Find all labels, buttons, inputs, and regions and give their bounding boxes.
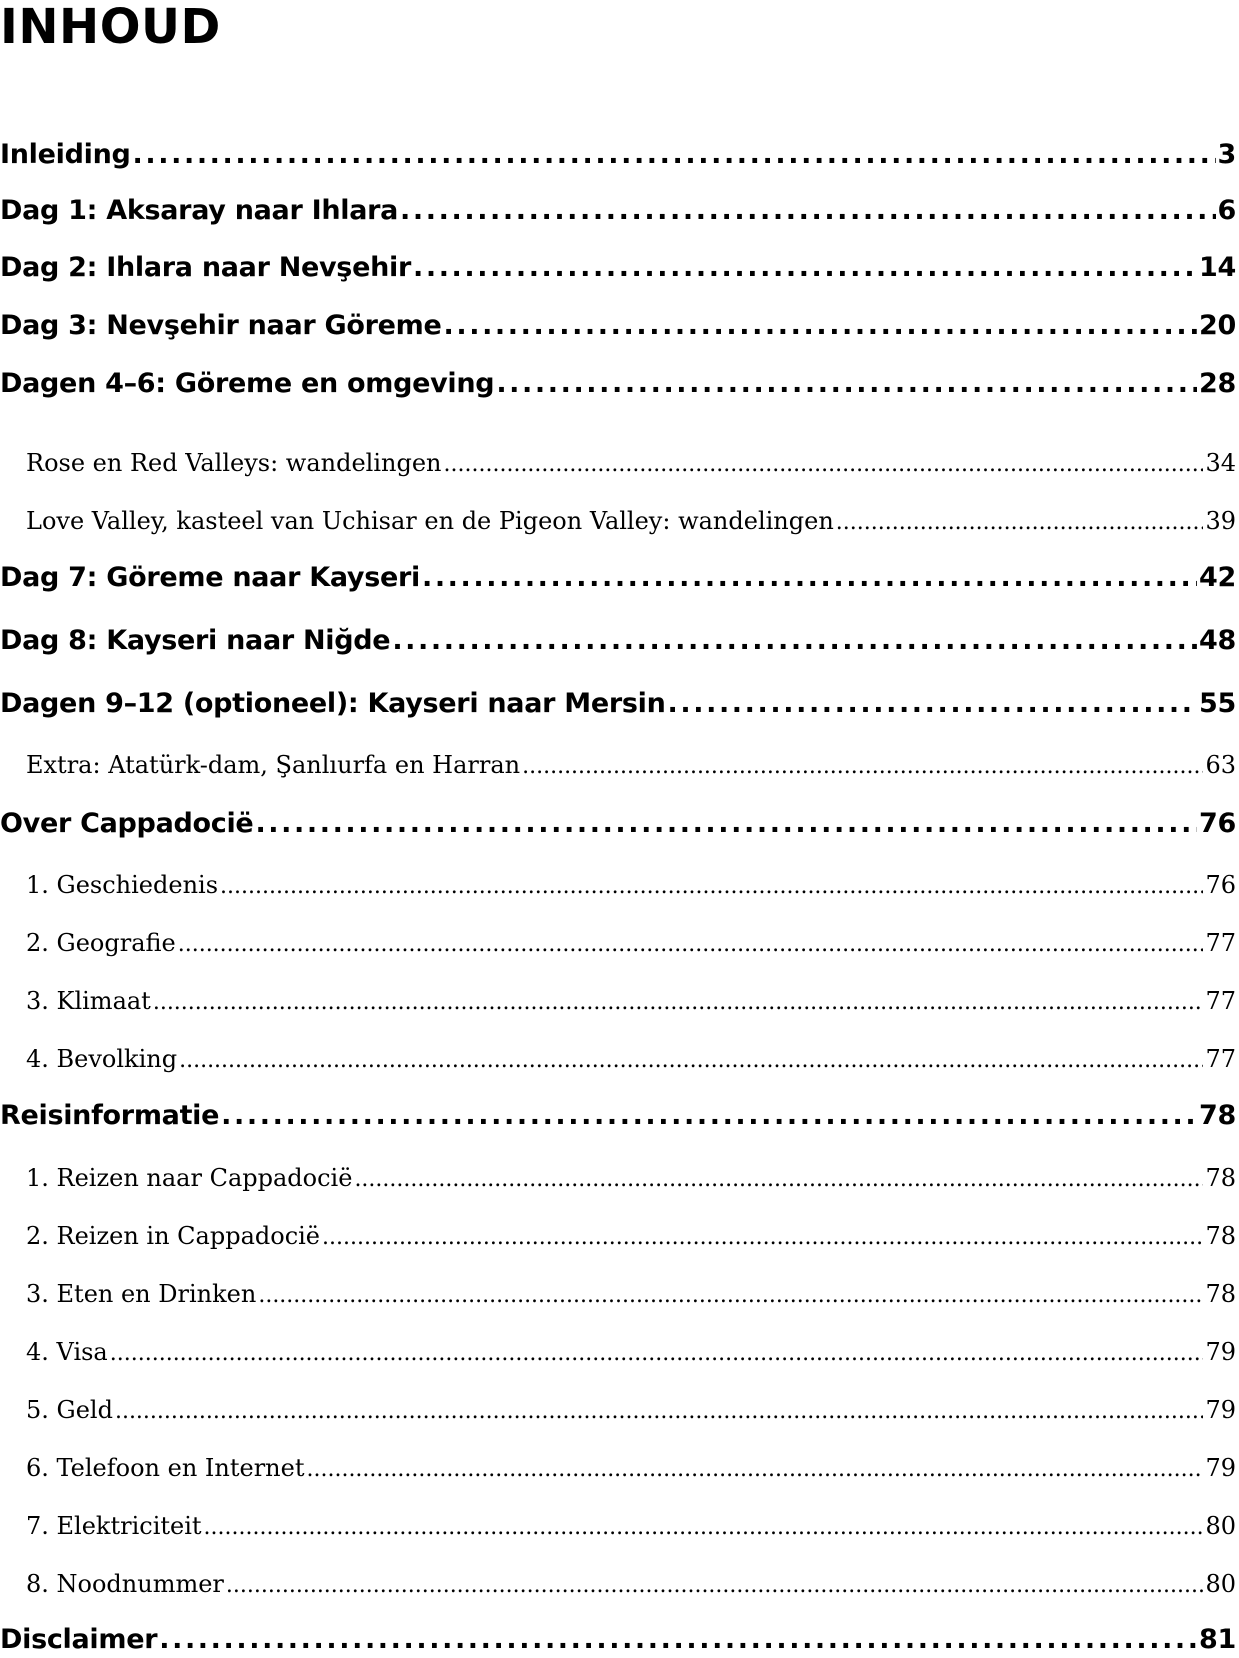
dot-leader: [226, 1569, 1204, 1601]
toc-page-number: 79: [1205, 1338, 1236, 1366]
toc-page-number: 77: [1205, 987, 1236, 1015]
toc-entry[interactable]: [0, 1098, 1236, 1134]
dot-leader: [322, 1221, 1203, 1253]
toc-page-number: 79: [1205, 1454, 1236, 1482]
toc-page-number: 77: [1205, 929, 1236, 957]
toc-entry-label: Rose en Red Valleys: wandelingen: [26, 449, 442, 477]
toc-entry[interactable]: [0, 1622, 1236, 1658]
toc-page-number: 76: [1205, 871, 1236, 899]
toc-page-number: 78: [1205, 1222, 1236, 1250]
toc-entry[interactable]: [0, 366, 1236, 402]
toc-subentry[interactable]: [26, 1042, 1236, 1076]
toc-page-number: 79: [1205, 1396, 1236, 1424]
dot-leader: [179, 1044, 1203, 1076]
toc-subentry[interactable]: [26, 1219, 1236, 1253]
dot-leader: [306, 1453, 1203, 1485]
toc-entry-label: Disclaimer: [0, 1624, 158, 1655]
toc-page-number: 63: [1205, 751, 1236, 779]
dot-leader: [392, 623, 1197, 659]
toc-entry[interactable]: [0, 137, 1236, 173]
toc-entry-label: Dagen 4–6: Göreme en omgeving: [0, 368, 495, 399]
toc-page-number: 55: [1199, 688, 1236, 719]
toc-subentry[interactable]: [26, 1393, 1236, 1427]
toc-subentry[interactable]: [26, 504, 1236, 538]
toc-entry-label: 2. Reizen in Cappadocië: [26, 1222, 321, 1250]
toc-subentry[interactable]: [26, 1161, 1236, 1195]
dot-leader: [354, 1163, 1203, 1195]
dot-leader: [400, 193, 1215, 229]
toc-entry-label: Dag 2: Ihlara naar Nevşehir: [0, 252, 411, 283]
toc-page-number: 76: [1199, 808, 1236, 839]
toc-subentry[interactable]: [26, 1277, 1236, 1311]
toc-page-number: 34: [1205, 449, 1236, 477]
toc-page-number: 14: [1199, 252, 1236, 283]
dot-leader: [220, 870, 1203, 902]
toc-subentry[interactable]: [26, 446, 1236, 480]
toc-entry[interactable]: [0, 193, 1236, 229]
toc-page-number: 80: [1205, 1570, 1236, 1598]
toc-subentry[interactable]: [26, 1335, 1236, 1369]
toc-page-number: 39: [1205, 507, 1236, 535]
toc-subentry[interactable]: [26, 1509, 1236, 1543]
toc-subentry[interactable]: [26, 926, 1236, 960]
toc-entry[interactable]: [0, 250, 1236, 286]
toc-subentry[interactable]: [26, 1451, 1236, 1485]
toc-entry-label: 5. Geld: [26, 1396, 113, 1424]
toc-page-number: 78: [1205, 1280, 1236, 1308]
toc-page-number: 77: [1205, 1045, 1236, 1073]
toc-entry-label: 8. Noodnummer: [26, 1570, 224, 1598]
dot-leader: [204, 1511, 1204, 1543]
dot-leader: [496, 366, 1197, 402]
toc-page-number: 6: [1217, 195, 1236, 226]
toc-page-number: 48: [1199, 625, 1236, 656]
toc-subentry[interactable]: [26, 748, 1236, 782]
toc-page-number: 20: [1199, 310, 1236, 341]
toc-page-number: 42: [1199, 562, 1236, 593]
toc-entry-label: Dag 1: Aksaray naar Ihlara: [0, 195, 399, 226]
dot-leader: [178, 928, 1204, 960]
toc-entry[interactable]: [0, 686, 1236, 722]
dot-leader: [668, 686, 1198, 722]
toc-entry-label: 3. Klimaat: [26, 987, 151, 1015]
dot-leader: [836, 506, 1204, 538]
dot-leader: [255, 806, 1197, 842]
dot-leader: [444, 448, 1204, 480]
toc-entry-label: 1. Geschiedenis: [26, 871, 219, 899]
toc-entry-label: Over Cappadocië: [0, 808, 254, 839]
dot-leader: [153, 986, 1204, 1018]
toc-entry-label: Dag 3: Nevşehir naar Göreme: [0, 310, 442, 341]
toc-entry-label: 2. Geografie: [26, 929, 176, 957]
toc-entry-label: 4. Bevolking: [26, 1045, 178, 1073]
toc-entry-label: 7. Elektriciteit: [26, 1512, 202, 1540]
dot-leader: [110, 1337, 1204, 1369]
toc-entry-label: 6. Telefoon en Internet: [26, 1454, 305, 1482]
dot-leader: [422, 560, 1197, 596]
dot-leader: [159, 1622, 1197, 1658]
dot-leader: [258, 1279, 1203, 1311]
toc-entry-label: Extra: Atatürk-dam, Şanlıurfa en Harran: [26, 751, 521, 779]
page-title: INHOUD: [0, 0, 221, 55]
dot-leader: [522, 750, 1203, 782]
dot-leader: [115, 1395, 1204, 1427]
toc-entry-label: 1. Reizen naar Cappadocië: [26, 1164, 353, 1192]
toc-entry[interactable]: [0, 560, 1236, 596]
dot-leader: [444, 308, 1198, 344]
dot-leader: [221, 1098, 1197, 1134]
toc-entry[interactable]: [0, 806, 1236, 842]
toc-page-number: 80: [1205, 1512, 1236, 1540]
toc-entry-label: Love Valley, kasteel van Uchisar en de Pigeon Valley: wandelingen: [26, 507, 834, 535]
toc-entry-label: Reisinformatie: [0, 1100, 220, 1131]
toc-entry[interactable]: [0, 308, 1236, 344]
toc-entry-label: 4. Visa: [26, 1338, 108, 1366]
toc-subentry[interactable]: [26, 984, 1236, 1018]
dot-leader: [413, 250, 1197, 286]
dot-leader: [133, 137, 1216, 173]
toc-page-number: 81: [1199, 1624, 1236, 1655]
toc-entry-label: 3. Eten en Drinken: [26, 1280, 257, 1308]
toc-subentry[interactable]: [26, 868, 1236, 902]
toc-entry[interactable]: [0, 623, 1236, 659]
toc-page-number: 78: [1205, 1164, 1236, 1192]
toc-entry-label: Dag 8: Kayseri naar Niğde: [0, 625, 391, 656]
toc-entry-label: Dag 7: Göreme naar Kayseri: [0, 562, 420, 593]
toc-page-number: 28: [1199, 368, 1236, 399]
toc-page-number: 3: [1217, 139, 1236, 170]
toc-page-number: 78: [1199, 1100, 1236, 1131]
toc-entry-label: Dagen 9–12 (optioneel): Kayseri naar Mersin: [0, 688, 666, 719]
toc-subentry[interactable]: [26, 1567, 1236, 1601]
toc-entry-label: Inleiding: [0, 139, 131, 170]
